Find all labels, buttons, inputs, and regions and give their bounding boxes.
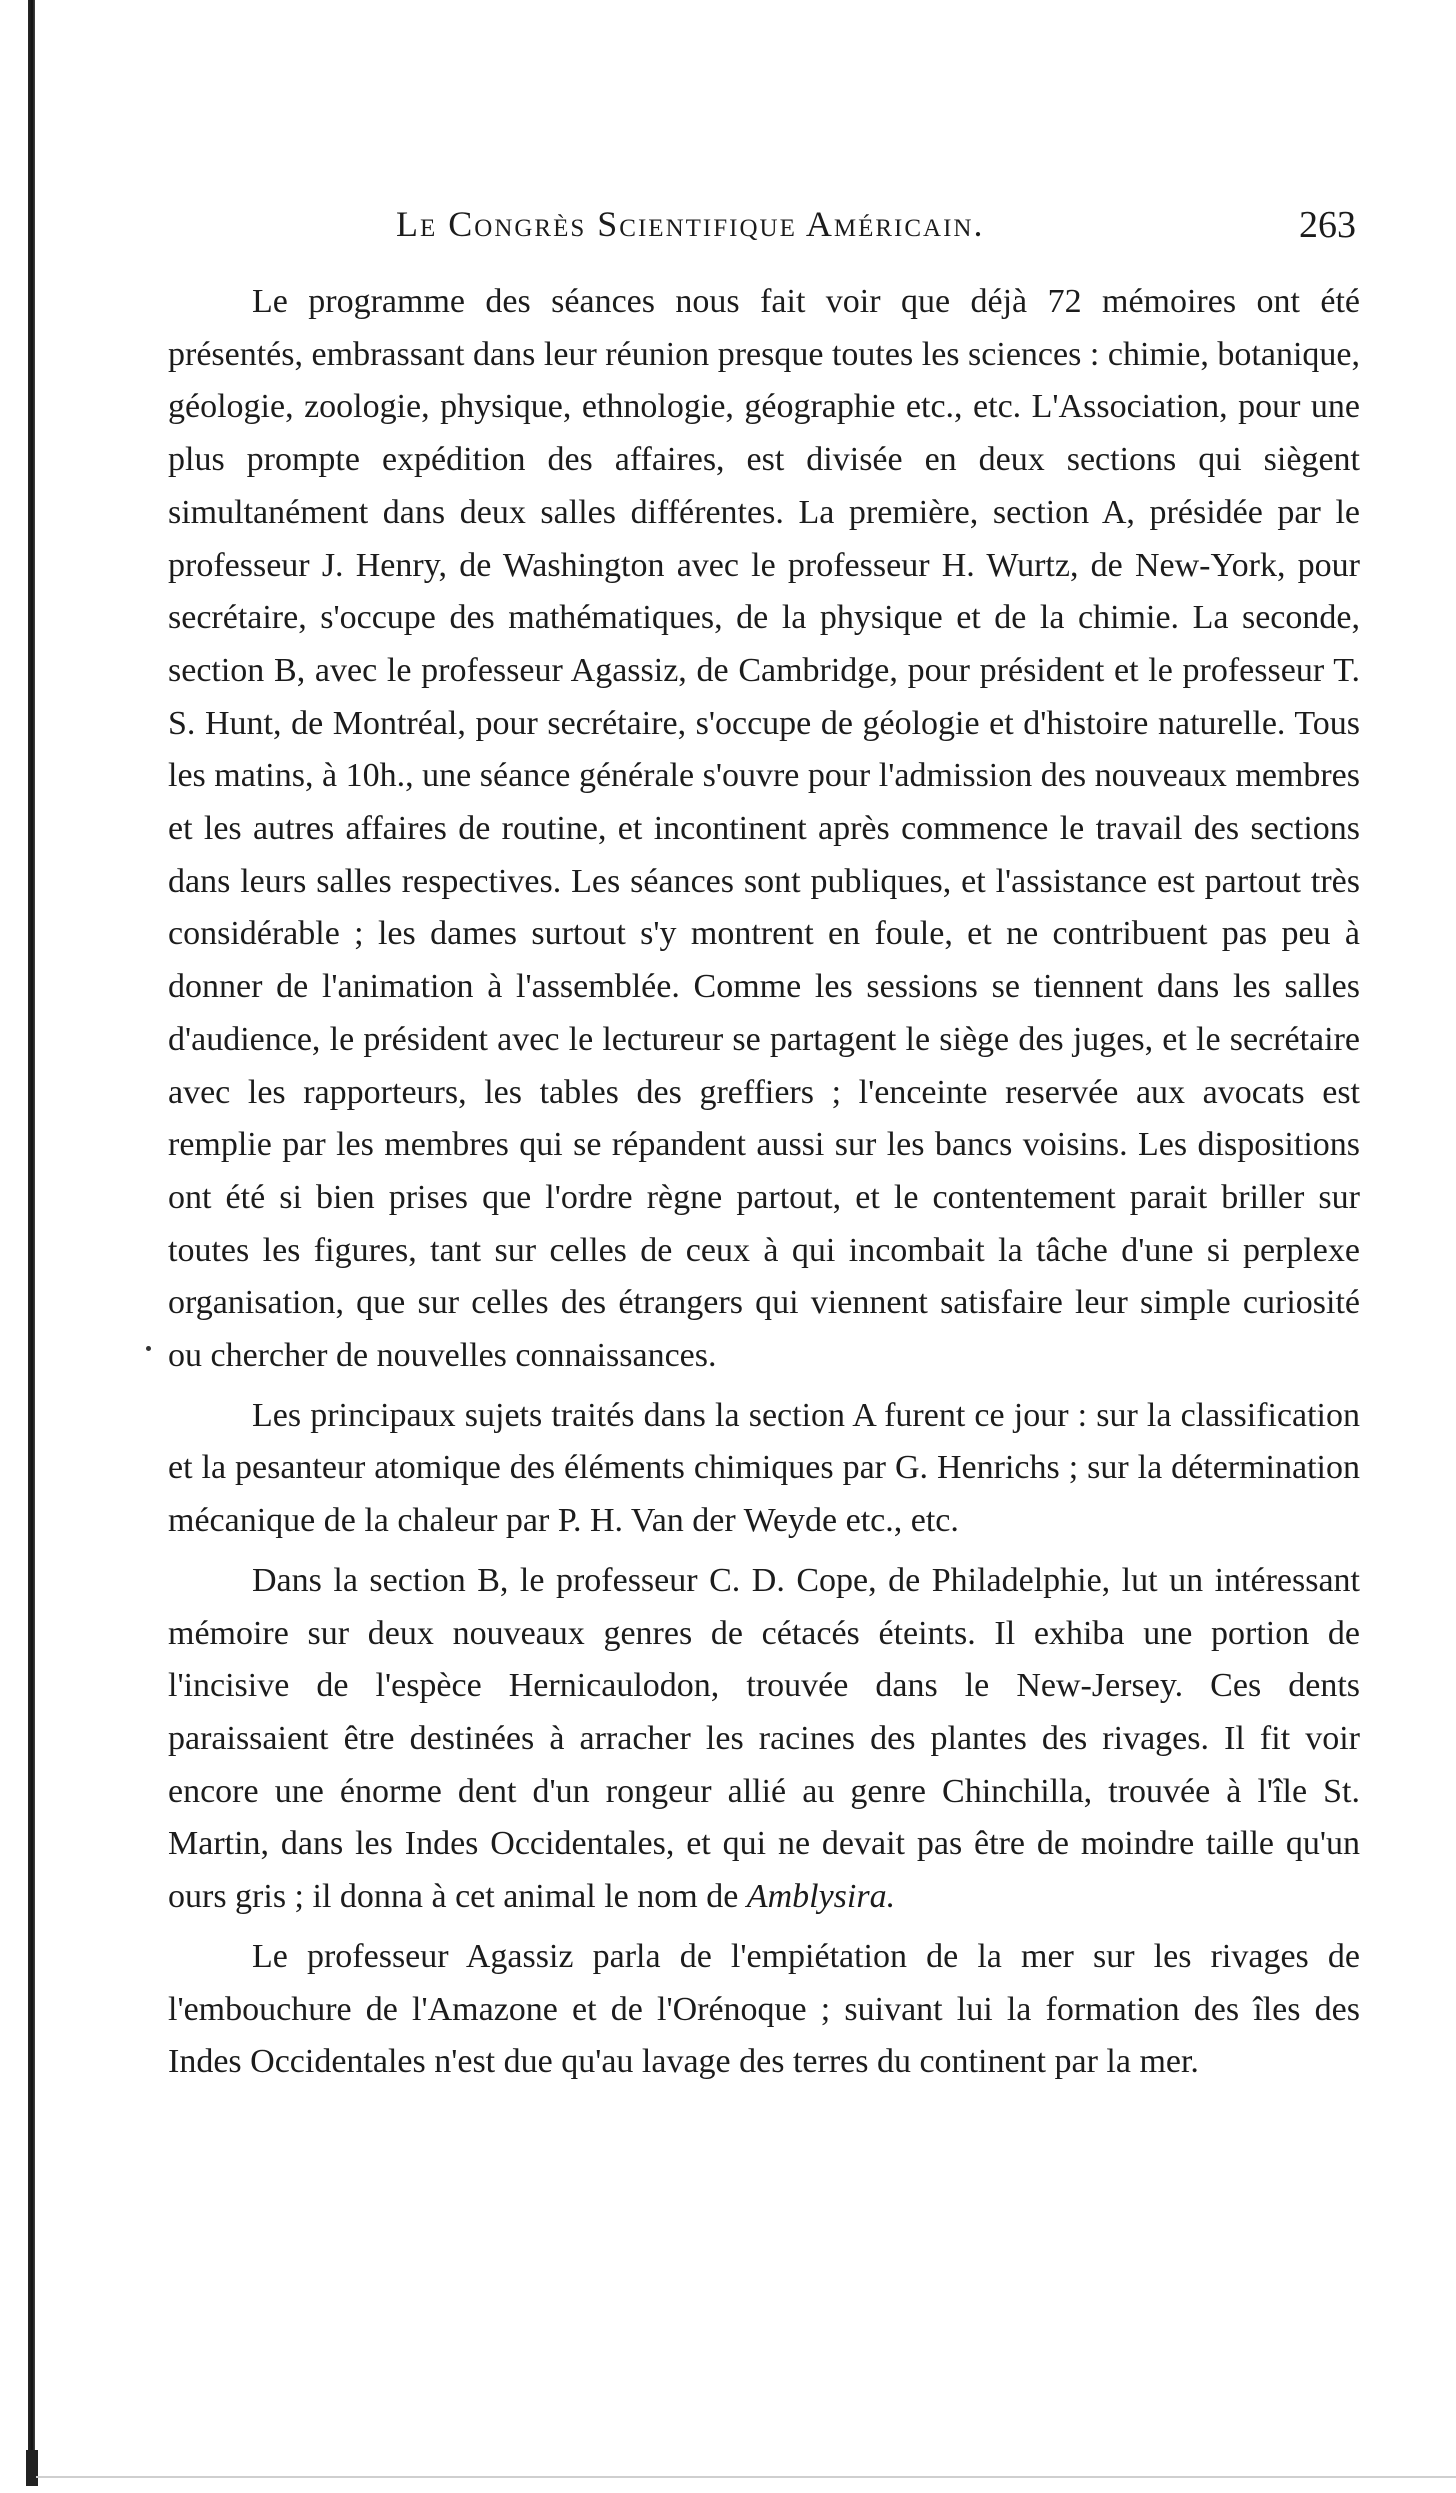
paragraph-agassiz: Le professeur Agassiz parla de l'empiétation de la mer sur les rivages de l'embouchure de l'Amazone et de l'Orénoque ; suivant lui la formation des îles des Indes Occidentales n'est due qu'au lavage des terres du continent par la mer. — [168, 1937, 1360, 2081]
book-spine-edge — [28, 0, 35, 2480]
page-header — [396, 203, 1356, 253]
paragraph-section-b — [168, 1555, 1360, 1924]
species-name: Amblysira. — [746, 1878, 896, 1916]
paragraph-section-b-text: Dans la section B, le professeur C. D. Cope, de Philadelphie, lut un intéressant mémoire sur deux nouveaux genres de cétacés éteints. Il exhiba une portion de l'incisive de l'espèce Hernicaulodon, trouvée dans le New-Jersey. Ces dents paraissaient être destinées à arracher les racines des plantes des rivages. Il fit voir encore une énorme dent d'un rongeur allié au genre Chinchilla, trouvée à l'île St. Martin, dans les Indes Occidentales, et qui ne devait pas être de moindre taille qu'un ours gris ; il donna à cet animal le nom de — [168, 1561, 1360, 1916]
page-number: 263 — [1299, 204, 1356, 246]
scan-bottom-edge — [36, 2476, 1456, 2478]
paragraph-programme: Le programme des séances nous fait voir que déjà 72 mémoires ont été présentés, embrassant dans leur réunion presque toutes les sciences : chimie, botanique, géologie, zoologie, physique, ethnologie, géographie etc., etc. L'Association, pour une plus prompte expédition des affaires, est divisée en deux sections qui siègent simultanément dans deux salles différentes. La première, section A, présidée par le professeur J. Henry, de Washington avec le professeur H. Wurtz, de New-York, pour secrétaire, s'occupe des mathématiques, de la physique et de la chimie. La seconde, section B, avec le professeur Agassiz, de Cambridge, pour président et le professeur T. S. Hunt, de Montréal, pour secrétaire, s'occupe de géologie et d'histoire naturelle. Tous les matins, à 10h., une séance générale s'ouvre pour l'admission des nouveaux membres et les autres affaires de routine, et incontinent après commence le travail des sections dans leurs salles respectives. Les séances sont publiques, et l'assistance est partout très considérable ; les dames surtout s'y montrent en foule, et ne contribuent pas peu à donner de l'animation à l'assemblée. Comme les sessions se tiennent dans les salles d'audience, le président avec le lectureur se partagent le siège des juges, et le secrétaire avec les rapporteurs, les tables des greffiers ; l'enceinte reservée aux avocats est remplie par les membres qui se répandent aussi sur les bancs voisins. Les dispositions ont été si bien prises que l'ordre règne partout, et le contentement parait briller sur toutes les figures, tant sur celles de ceux à qui incombait la tâche d'une si perplexe organisation, que sur celles des étrangers qui viennent satisfaire leur simple curiosité ou chercher de nouvelles connaissances. — [168, 283, 1360, 1375]
paragraph-section-a: Les principaux sujets traités dans la section A furent ce jour : sur la classification et la pesanteur atomique des éléments chimiques par G. Henrichs ; sur la détermination mécanique de la chaleur par P. H. Van der Weyde etc., etc. — [168, 1396, 1360, 1540]
margin-mark — [146, 1346, 151, 1351]
spine-tick — [26, 2450, 38, 2486]
running-title: Le Congrès Scientifique Américain. — [396, 204, 985, 244]
body-text — [168, 276, 1360, 2089]
